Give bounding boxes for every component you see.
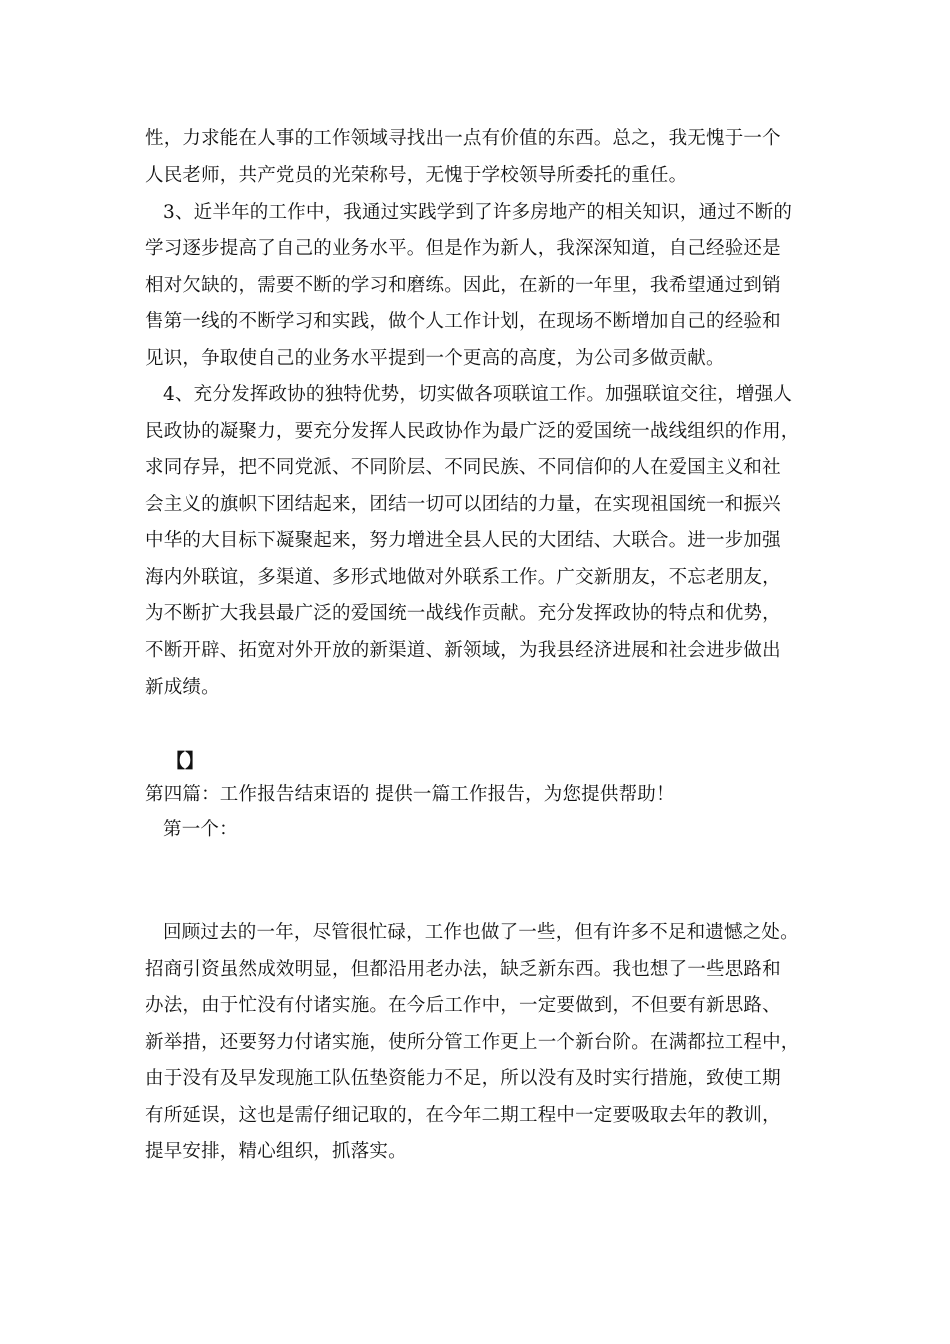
- subheading: 第一个：: [163, 819, 238, 840]
- paragraph-line: 回顾过去的一年，尽管很忙碌，工作也做了一些，但有许多不足和遗憾之处。: [163, 922, 799, 943]
- chapter-title: 第四篇：工作报告结束语的 提供一篇工作报告，为您提供帮助！: [145, 784, 675, 805]
- paragraph-line: 3、近半年的工作中，我通过实践学到了许多房地产的相关知识，通过不断的: [163, 202, 793, 223]
- paragraph-line: 招商引资虽然成效明显，但都沿用老办法，缺乏新东西。我也想了一些思路和: [145, 959, 781, 980]
- paragraph-line: 由于没有及早发现施工队伍垫资能力不足，所以没有及时实行措施，致使工期: [145, 1068, 781, 1089]
- paragraph-line: 民政协的凝聚力，要充分发挥人民政协作为最广泛的爱国统一战线组织的作用，: [145, 421, 800, 442]
- paragraph-line: 新成绩。: [145, 677, 220, 698]
- paragraph-line: 提早安排，精心组织，抓落实。: [145, 1141, 407, 1162]
- paragraph-line: 为不断扩大我县最广泛的爱国统一战线作贡献。充分发挥政协的特点和优势，: [145, 603, 781, 624]
- paragraph-line: 性，力求能在人事的工作领域寻找出一点有价值的东西。总之，我无愧于一个: [145, 128, 781, 149]
- paragraph-line: 人民老师，共产党员的光荣称号，无愧于学校领导所委托的重任。: [145, 165, 688, 186]
- paragraph-line: 4、充分发挥政协的独特优势，切实做各项联谊工作。加强联谊交往，增强人: [163, 384, 793, 405]
- paragraph-line: 有所延误，这也是需仔细记取的，在今年二期工程中一定要吸取去年的教训，: [145, 1105, 781, 1126]
- paragraph-line: 会主义的旗帜下团结起来，团结一切可以团结的力量，在实现祖国统一和振兴: [145, 494, 781, 515]
- paragraph-line: 新举措，还要努力付诸实施，使所分管工作更上一个新台阶。在满都拉工程中，: [145, 1032, 800, 1053]
- paragraph-line: 见识，争取使自己的业务水平提到一个更高的高度，为公司多做贡献。: [145, 348, 725, 369]
- paragraph-line: 售第一线的不断学习和实践，做个人工作计划，在现场不断增加自己的经验和: [145, 311, 781, 332]
- paragraph-line: 中华的大目标下凝聚起来，努力增进全县人民的大团结、大联合。进一步加强: [145, 530, 781, 551]
- paragraph-line: 求同存异，把不同党派、不同阶层、不同民族、不同信仰的人在爱国主义和社: [145, 457, 781, 478]
- bracket-mark: 【】: [166, 750, 205, 772]
- paragraph-line: 海内外联谊，多渠道、多形式地做对外联系工作。广交新朋友，不忘老朋友，: [145, 567, 781, 588]
- paragraph-line: 不断开辟、拓宽对外开放的新渠道、新领域，为我县经济进展和社会进步做出: [145, 640, 781, 661]
- paragraph-line: 学习逐步提高了自己的业务水平。但是作为新人，我深深知道，自己经验还是: [145, 238, 781, 259]
- paragraph-line: 相对欠缺的，需要不断的学习和磨练。因此，在新的一年里，我希望通过到销: [145, 275, 781, 296]
- paragraph-line: 办法，由于忙没有付诸实施。在今后工作中，一定要做到，不但要有新思路、: [145, 995, 781, 1016]
